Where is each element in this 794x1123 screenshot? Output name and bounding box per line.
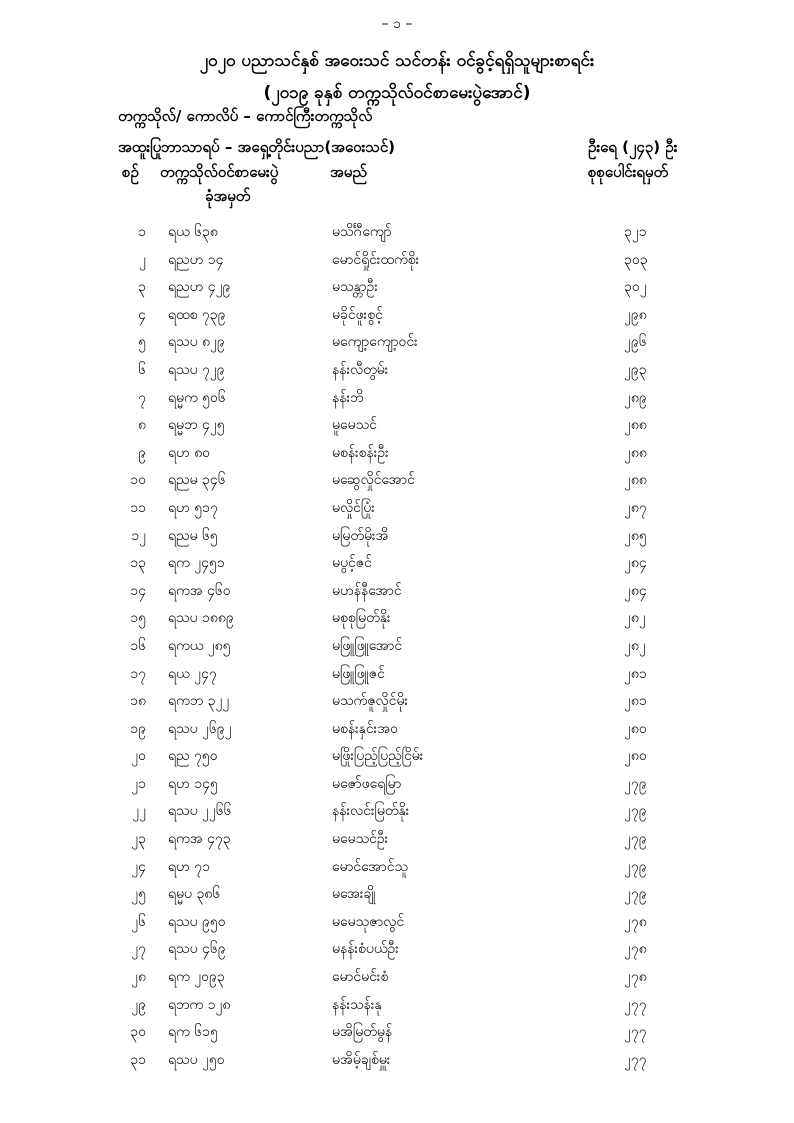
table-row: [0, 358, 794, 386]
row-number: ၂၄: [131, 858, 146, 875]
total-marks: ၂၈၄: [624, 555, 647, 572]
row-number: ၂၅: [131, 886, 146, 903]
row-number: ၂: [139, 251, 146, 268]
row-number: ၆: [138, 361, 146, 378]
total-marks: ၂၇၉: [624, 831, 647, 848]
row-number: ၂၀: [131, 748, 146, 765]
table-row: [0, 468, 794, 496]
roll-number: ရမ္မပ ၃၈၆: [168, 886, 221, 903]
total-marks: ၂၈၀: [624, 748, 647, 765]
table-row: [0, 413, 794, 441]
roll-number: ရညမ ၃၄၆: [168, 472, 226, 489]
total-marks: ၂၈၈: [624, 444, 647, 461]
total-marks: ၃၀၃: [624, 251, 648, 268]
roll-number: ရဟ ၁၄၅: [168, 775, 218, 792]
student-name: မလှိုင်ပြုံး: [332, 499, 375, 516]
header-no: စဉ်: [122, 163, 139, 181]
student-name: မအေးချို: [332, 886, 376, 903]
total-marks: ၂၇၇: [624, 1051, 647, 1068]
table-row: [0, 799, 794, 827]
roll-number: ရသပ ၂၅၀: [168, 1051, 225, 1068]
table-row: [0, 772, 794, 800]
table-row: [0, 579, 794, 607]
roll-number: ရယ ၂၄၇: [168, 665, 217, 682]
student-name: နန်းလီတွမ်း: [332, 361, 389, 378]
table-row: [0, 551, 794, 579]
table-row: [0, 1020, 794, 1048]
roll-number: ရကအ ၄၆၀: [168, 582, 231, 599]
row-number: ၂၂: [132, 803, 146, 820]
student-name: မောင်အောင်သူ: [332, 858, 409, 875]
student-name: မအိမြတ်မွန်: [332, 1024, 393, 1041]
student-name: မဇော်ဖရေမြာ: [332, 775, 402, 792]
total-marks: ၂၇၉: [624, 858, 647, 875]
roll-number: ရဟ ၇၁: [168, 858, 210, 875]
table-row: [0, 634, 794, 662]
table-row: [0, 441, 794, 469]
total-marks: ၂၈၄: [624, 582, 647, 599]
total-marks: ၂၇၈: [624, 913, 647, 930]
row-number: ၁၁: [130, 499, 146, 516]
roll-number: ရယ ၆၃၈: [168, 224, 218, 240]
row-number: ၃: [138, 279, 146, 296]
student-name: မဖြူဖြူအောင်: [332, 637, 403, 654]
total-marks: ၂၈၁: [624, 693, 647, 710]
row-number: ၂၇: [131, 941, 146, 958]
total-marks: ၂၈၅: [624, 527, 647, 544]
table-row: [0, 827, 794, 855]
student-name: မဖြိုးပြည့်ပြည့်ငြိမ်း: [332, 748, 424, 765]
student-name: မဟန်နီအောင်: [332, 582, 402, 599]
row-number: ၂၃: [131, 831, 146, 848]
student-name: မမေသုဇာလွင်: [332, 913, 405, 930]
roll-number: ရမ္မက ၅၀၆: [168, 389, 226, 406]
table-row: [0, 275, 794, 303]
total-marks: ၂၈၈: [624, 472, 647, 489]
roll-number: ရသပ ၁၈၈၉: [168, 610, 234, 627]
total-marks: ၂၉၆: [624, 334, 647, 351]
student-count: ဦးရေ (၂၄၃) ဦး: [588, 138, 678, 156]
roll-number: ရည ၇၅၀: [168, 748, 218, 765]
table-row: [0, 882, 794, 910]
total-marks: ၂၉၃: [624, 361, 647, 378]
total-marks: ၂၈၂: [624, 610, 646, 627]
student-name: မသိင်္ဂီကျော်: [332, 224, 392, 240]
roll-number: ရကအ ၄၇၃: [168, 831, 231, 848]
table-row: [0, 524, 794, 552]
page-number: – ၁ –: [381, 16, 413, 32]
total-marks: ၂၇၉: [624, 775, 647, 792]
roll-number: ရဟ ၈၀: [168, 444, 211, 461]
student-name: မသန္တာဦး: [332, 279, 378, 296]
row-number: ၃၀: [130, 1024, 146, 1041]
row-number: ၁၉: [130, 720, 146, 737]
student-name: မဖြူဖြူဇင်: [332, 665, 385, 682]
total-marks: ၂၈၇: [624, 499, 647, 516]
student-name: နန်းသန်းနု: [332, 996, 382, 1013]
table-row: [0, 386, 794, 414]
roll-number: ရညဟ ၁၄: [168, 251, 224, 268]
row-number: ၁၄: [130, 582, 146, 599]
roll-number: ရသပ ၂၂၆၆: [168, 803, 232, 820]
document-subtitle: (၂၀၁၉ ခုနှစ် တက္ကသိုလ်ဝင်စာမေးပွဲအောင်): [263, 83, 531, 103]
roll-number: ရဟ ၅၁၇: [168, 499, 218, 516]
header-roll-number-line2: ခုံအမှတ်: [205, 187, 251, 205]
row-number: ၁၅: [130, 610, 146, 627]
university-line: တက္ကသိုလ်/ ကောလိပ် – ကောင်ကြီးတက္ကသိုလ်: [118, 107, 373, 125]
row-number: ၅: [138, 334, 146, 351]
row-number: ၄: [138, 306, 146, 323]
roll-number: ရသပ ၉၅၀: [168, 913, 226, 930]
table-row: [0, 910, 794, 938]
student-name: မခိုင်ဖူးစွင့်: [332, 306, 383, 323]
table-row: [0, 1048, 794, 1076]
total-marks: ၂၇၈: [624, 941, 647, 958]
roll-number: ရဘက ၁၂၈: [168, 996, 231, 1013]
student-name: မောင်မင်းစံ: [332, 969, 389, 986]
table-row: [0, 606, 794, 634]
table-row: [0, 330, 794, 358]
student-name: မစုစုမြတ်နိုး: [332, 610, 391, 627]
row-number: ၈: [138, 417, 146, 434]
row-number: ၁၃: [130, 555, 146, 572]
roll-number: ရမ္မဘ ၄၂၅: [168, 417, 225, 434]
total-marks: ၂၇၉: [624, 803, 647, 820]
row-number: ၇: [138, 389, 146, 406]
roll-number: ရက ၂၄၅၁: [168, 555, 225, 572]
total-marks: ၂၉၈: [624, 306, 647, 323]
student-name: မမေသင်ဦး: [332, 831, 389, 848]
total-marks: ၃၀၂: [624, 279, 647, 296]
table-row: [0, 855, 794, 883]
total-marks: ၂၇၈: [624, 969, 647, 986]
row-number: ၁: [138, 224, 146, 240]
student-name: မောင်ရှိုင်းထက်စိုး: [332, 251, 420, 268]
student-name: မမြတ်မိုးအိ: [332, 527, 389, 544]
table-row: [0, 965, 794, 993]
student-name: မသက်ဇူလှိုင်မိုး: [332, 693, 409, 710]
table-row: [0, 303, 794, 331]
table-row: [0, 744, 794, 772]
table-row: [0, 689, 794, 717]
row-number: ၂၁: [131, 775, 146, 792]
roll-number: ရသပ ၈၂၉: [168, 334, 225, 351]
roll-number: ရသပ ၇၂၉: [168, 361, 225, 378]
total-marks: ၂၈၁: [624, 665, 647, 682]
total-marks: ၂၈၉: [624, 389, 647, 406]
row-number: ၂၉: [131, 996, 146, 1013]
document-title: ၂၀၂၀ ပညာသင်နှစ် အဝေးသင် သင်တန်း ဝင်ခွင့်ရရှိသူများစာရင်း: [199, 51, 595, 71]
student-name: နန်းဘိ: [332, 389, 364, 406]
row-number: ၁၂: [131, 527, 146, 544]
table-row: [0, 248, 794, 276]
row-number: ၂၈: [131, 969, 146, 986]
row-number: ၉: [138, 444, 146, 461]
total-marks: ၂၈၀: [624, 720, 647, 737]
roll-number: ရသပ ၄၆၉: [168, 941, 226, 958]
row-number: ၁၆: [130, 637, 146, 654]
header-total-marks: စုစုပေါင်းရမှတ်: [588, 163, 669, 181]
major-line: အထူးပြုဘာသာရပ် – အရှေ့တိုင်းပညာ(အဝေးသင်): [118, 138, 396, 156]
header-roll-number: တက္ကသိုလ်ဝင်စာမေးပွဲ: [160, 163, 279, 181]
row-number: ၁၇: [130, 665, 146, 682]
roll-number: ရထစ ၇၃၉: [168, 306, 226, 323]
roll-number: ရက ၆၁၅: [168, 1024, 218, 1041]
total-marks: ၃၂၁: [624, 224, 647, 240]
student-name: မူမေသင်: [332, 417, 377, 434]
roll-number: ရကဘ ၃၂၂: [168, 693, 230, 710]
student-name: မအိမ့်ချစ်မှူး: [332, 1051, 391, 1068]
roll-number: ရကယ ၂၈၅: [168, 637, 231, 654]
table-row: [0, 717, 794, 745]
row-number: ၁၈: [130, 693, 146, 710]
roll-number: ရညမ ၆၅: [168, 527, 218, 544]
total-marks: ၂၇၇: [624, 996, 647, 1013]
total-marks: ၂၈၂: [624, 637, 646, 654]
row-number: ၁၀: [130, 472, 146, 489]
roll-number: ရညဟ ၄၂၉: [168, 279, 231, 296]
student-name: နန်းလင်းမြတ်နိုး: [332, 803, 410, 820]
student-name: မနန်းစံပယ်ဦး: [332, 941, 399, 958]
roll-number: ရက ၂၀၉၃: [168, 969, 225, 986]
student-name: မပွင့်ဇင်: [332, 555, 372, 572]
student-name: မဆွေလှိုင်အောင်: [332, 472, 415, 489]
roll-number: ရသပ ၂၆၉၂: [168, 720, 232, 737]
table-row: [0, 220, 794, 248]
row-number: ၃၁: [130, 1051, 146, 1068]
row-number: ၂၆: [131, 913, 146, 930]
table-row: [0, 662, 794, 690]
total-marks: ၂၇၇: [624, 1024, 647, 1041]
student-name: မကျော့ကျော့ဝင်း: [332, 334, 418, 351]
table-row: [0, 937, 794, 965]
header-name: အမည်: [330, 163, 367, 181]
total-marks: ၂၇၉: [624, 886, 647, 903]
student-name: မစန်းစန်းဦး: [332, 444, 389, 461]
table-row: [0, 993, 794, 1021]
student-name: မစန်းနှင်းအဝ: [332, 720, 398, 737]
table-row: [0, 496, 794, 524]
student-list: [0, 220, 794, 1075]
total-marks: ၂၈၈: [624, 417, 647, 434]
